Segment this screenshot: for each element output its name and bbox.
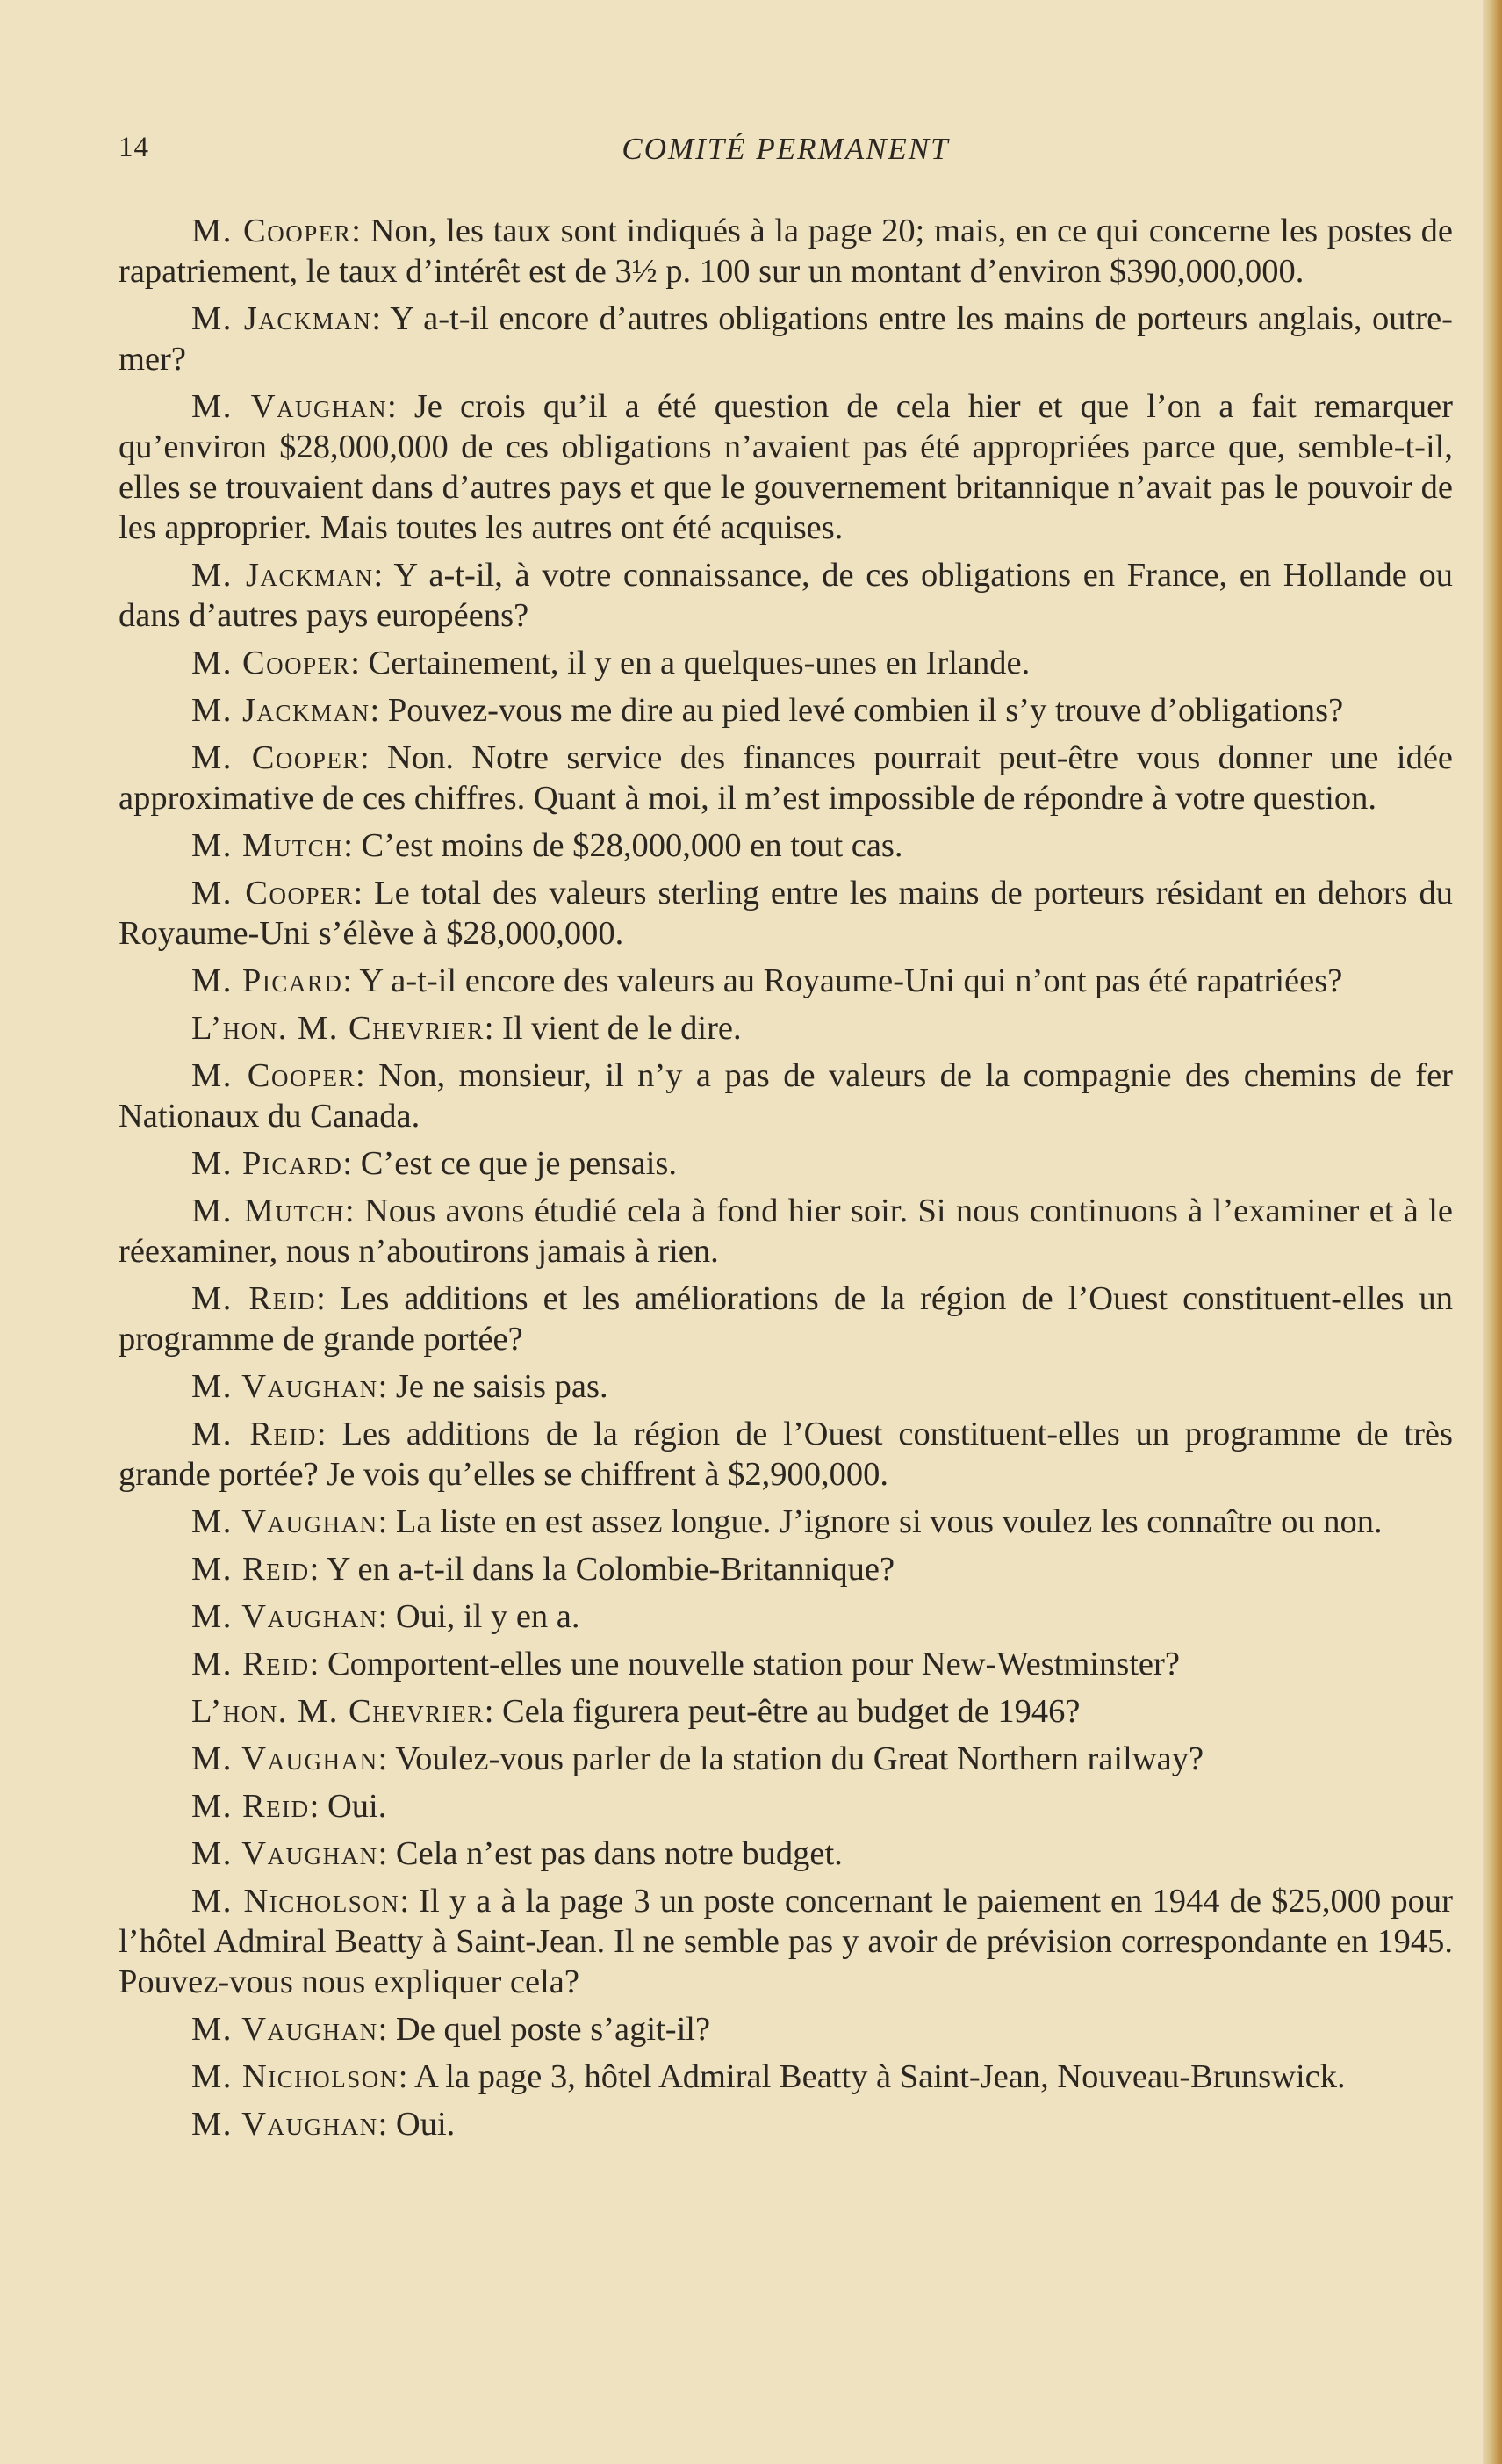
- transcript-paragraph: M. Reid: Oui.: [191, 1788, 387, 1825]
- speech-text: Comportent-elles une nouvelle station pour New-Westminster?: [327, 1646, 1180, 1682]
- speech-text: Les additions de la région de l’Ouest constituent-elles un programme de très grande portée? Je vois qu’elles se chiffrent à $2,900,000.: [119, 1416, 1454, 1493]
- transcript-paragraph: M. Vaughan: Voulez-vous parler de la station du Great Northern railway?: [191, 1740, 1204, 1777]
- speaker-name: M. Cooper: [191, 1057, 356, 1094]
- transcript-paragraph: M. Jackman: Pouvez-vous me dire au pied levé combien il s’y trouve d’obligations?: [191, 692, 1344, 729]
- speech-text: Oui, il y en a.: [395, 1598, 580, 1635]
- speech-text: Y a-t-il encore d’autres obligations entre les mains de porteurs anglais, outre-mer?: [119, 300, 1453, 378]
- speaker-name: M. Cooper: [191, 875, 354, 911]
- transcript-paragraph: M. Vaughan: Oui.: [191, 2106, 456, 2143]
- speech-text: A la page 3, hôtel Admiral Beatty à Saint-Jean, Nouveau-Brunswick.: [414, 2058, 1346, 2095]
- transcript-paragraph: M. Nicholson: A la page 3, hôtel Admiral Beatty à Saint-Jean, Nouveau-Brunswick.: [191, 2058, 1346, 2095]
- speech-text: Le total des valeurs sterling entre les mains de porteurs résidant en dehors du Royaume-Uni s’élève à $28,000,000.: [119, 875, 1453, 952]
- transcript-paragraph: M. Vaughan: Oui, il y en a.: [191, 1598, 580, 1635]
- speech-text: Y a-t-il, à votre connaissance, de ces obligations en France, en Hollande ou dans d’autres pays européens?: [119, 557, 1453, 634]
- speaker-name: M. Jackman: [191, 692, 370, 729]
- speech-text: C’est moins de $28,000,000 en tout cas.: [361, 827, 903, 864]
- transcript-paragraph: M. Jackman: Y a-t-il encore d’autres obligations entre les mains de porteurs anglais, outre-mer?: [119, 300, 1453, 378]
- speaker-name: M. Reid: [191, 1280, 317, 1317]
- speaker-name: M. Mutch: [191, 827, 344, 864]
- page-number: 14: [119, 132, 149, 163]
- speaker-name: M. Nicholson: [191, 1883, 400, 1920]
- speech-text: Je ne saisis pas.: [395, 1368, 608, 1405]
- speech-text: Il vient de le dire.: [502, 1010, 742, 1047]
- page-header: [119, 132, 1453, 176]
- speaker-name: M. Cooper: [191, 645, 351, 681]
- speaker-name: M. Vaughan: [191, 1740, 378, 1777]
- speaker-name: M. Cooper: [191, 739, 360, 776]
- speaker-name: M. Vaughan: [191, 1368, 378, 1405]
- speaker-name: M. Reid: [191, 1551, 310, 1588]
- transcript-paragraph: M. Reid: Les additions et les améliorations de la région de l’Ouest constituent-elles un programme de grande portée?: [119, 1280, 1453, 1358]
- transcript-paragraph: M. Cooper: Non. Notre service des finances pourrait peut-être vous donner une idée approximative de ces chiffres. Quant à moi, il m’est impossible de répondre à votre question.: [119, 739, 1453, 817]
- speech-text: Non, monsieur, il n’y a pas de valeurs de la compagnie des chemins de fer Nationaux du Canada.: [119, 1057, 1453, 1135]
- running-title: COMITÉ PERMANENT: [622, 132, 950, 166]
- speech-text: La liste en est assez longue. J’ignore si vous voulez les connaître ou non.: [395, 1503, 1383, 1540]
- speaker-name: M. Cooper: [191, 213, 352, 249]
- speaker-name: M. Picard: [191, 962, 343, 999]
- transcript-paragraph: M. Jackman: Y a-t-il, à votre connaissance, de ces obligations en France, en Hollande ou dans d’autres pays européens?: [119, 557, 1453, 634]
- transcript-paragraph: M. Reid: Y en a-t-il dans la Colombie-Britannique?: [191, 1551, 895, 1588]
- speaker-name: M. Reid: [191, 1646, 310, 1682]
- speaker-name: M. Nicholson: [191, 2058, 399, 2095]
- transcript-paragraph: L’hon. M. Chevrier: Il vient de le dire.: [191, 1010, 742, 1047]
- speech-text: De quel poste s’agit-il?: [395, 2011, 711, 2048]
- speaker-name: M. Vaughan: [191, 1598, 378, 1635]
- transcript-body: [119, 211, 1453, 2151]
- speech-text: Cela figurera peut-être au budget de 1946?: [502, 1693, 1081, 1730]
- speaker-name: M. Vaughan: [191, 1835, 378, 1872]
- speech-text: Oui.: [327, 1788, 387, 1825]
- speech-text: Certainement, il y en a quelques-unes en Irlande.: [368, 645, 1031, 681]
- speaker-name: M. Jackman: [191, 300, 372, 337]
- transcript-paragraph: M. Vaughan: Je crois qu’il a été question de cela hier et que l’on a fait remarquer qu’environ $28,000,000 de ces obligations n’avaient pas été appropriées parce que, semble-t-il, elles se trouvaient dans d’autres pays et que le gouvernement britannique n’avait pas le pouvoir de les approprier. Mais toutes les autres ont été acquises.: [119, 388, 1453, 546]
- speech-text: Cela n’est pas dans notre budget.: [395, 1835, 843, 1872]
- transcript-paragraph: M. Vaughan: De quel poste s’agit-il?: [191, 2011, 711, 2048]
- transcript-paragraph: M. Cooper: Non, les taux sont indiqués à la page 20; mais, en ce qui concerne les postes de rapatriement, le taux d’intérêt est de 3½ p. 100 sur un montant d’environ $390,000,000.: [119, 213, 1454, 290]
- transcript-paragraph: M. Vaughan: La liste en est assez longue. J’ignore si vous voulez les connaître ou non.: [191, 1503, 1383, 1540]
- speaker-name: M. Picard: [191, 1145, 343, 1182]
- transcript-paragraph: M. Mutch: Nous avons étudié cela à fond hier soir. Si nous continuons à l’examiner et à le réexaminer, nous n’aboutirons jamais à rien.: [119, 1192, 1454, 1270]
- speaker-name: L’hon. M. Chevrier: [191, 1693, 485, 1730]
- speech-text: Y a-t-il encore des valeurs au Royaume-Uni qui n’ont pas été rapatriées?: [359, 962, 1343, 999]
- speaker-name: M. Jackman: [191, 557, 374, 594]
- transcript-paragraph: M. Reid: Comportent-elles une nouvelle station pour New-Westminster?: [191, 1646, 1180, 1682]
- speech-text: C’est ce que je pensais.: [360, 1145, 678, 1182]
- transcript-paragraph: M. Reid: Les additions de la région de l’Ouest constituent-elles un programme de très grande portée? Je vois qu’elles se chiffrent à $2,900,000.: [119, 1416, 1454, 1493]
- transcript-paragraph: M. Vaughan: Cela n’est pas dans notre budget.: [191, 1835, 843, 1872]
- speaker-name: M. Vaughan: [191, 2106, 378, 2143]
- speaker-name: L’hon. M. Chevrier: [191, 1010, 485, 1047]
- speech-text: Voulez-vous parler de la station du Great Northern railway?: [395, 1740, 1204, 1777]
- transcript-paragraph: M. Cooper: Non, monsieur, il n’y a pas de valeurs de la compagnie des chemins de fer Nationaux du Canada.: [119, 1057, 1453, 1135]
- transcript-paragraph: M. Cooper: Certainement, il y en a quelques-unes en Irlande.: [191, 645, 1031, 681]
- transcript-paragraph: M. Cooper: Le total des valeurs sterling entre les mains de porteurs résidant en dehors du Royaume-Uni s’élève à $28,000,000.: [119, 875, 1453, 952]
- speech-text: Non. Notre service des finances pourrait peut-être vous donner une idée approximative de ces chiffres. Quant à moi, il m’est impossible de répondre à votre question.: [119, 739, 1453, 817]
- speaker-name: M. Vaughan: [191, 388, 388, 425]
- speaker-name: M. Vaughan: [191, 2011, 378, 2048]
- speech-text: Il y a à la page 3 un poste concernant le paiement en 1944 de $25,000 pour l’hôtel Admiral Beatty à Saint-Jean. Il ne semble pas y avoir de prévision correspondante en 1945. Pouvez-vous nous expliquer cela?: [119, 1883, 1453, 2000]
- speech-text: Pouvez-vous me dire au pied levé combien il s’y trouve d’obligations?: [387, 692, 1344, 729]
- transcript-paragraph: M. Picard: C’est ce que je pensais.: [191, 1145, 678, 1182]
- transcript-paragraph: M. Picard: Y a-t-il encore des valeurs au Royaume-Uni qui n’ont pas été rapatriées?: [191, 962, 1343, 999]
- speaker-name: M. Mutch: [191, 1192, 345, 1229]
- transcript-paragraph: M. Vaughan: Je ne saisis pas.: [191, 1368, 608, 1405]
- speech-text: Je crois qu’il a été question de cela hier et que l’on a fait remarquer qu’environ $28,000,000 de ces obligations n’avaient pas été appropriées parce que, semble-t-il, elles se trouvaient dans d’autres pays et que le gouvernement britannique n’avait pas le pouvoir de les approprier. Mais toutes les autres ont été acquises.: [119, 388, 1453, 546]
- page-edge: [1483, 0, 1502, 2464]
- speaker-name: M. Vaughan: [191, 1503, 378, 1540]
- speaker-name: M. Reid: [191, 1788, 310, 1825]
- speaker-name: M. Reid: [191, 1416, 317, 1452]
- transcript-paragraph: M. Mutch: C’est moins de $28,000,000 en tout cas.: [191, 827, 903, 864]
- transcript-paragraph: M. Nicholson: Il y a à la page 3 un poste concernant le paiement en 1944 de $25,000 pour l’hôtel Admiral Beatty à Saint-Jean. Il ne semble pas y avoir de prévision correspondante en 1945. Pouvez-vous nous expliquer cela?: [119, 1883, 1453, 2000]
- speech-text: Nous avons étudié cela à fond hier soir. Si nous continuons à l’examiner et à le réexaminer, nous n’aboutirons jamais à rien.: [119, 1192, 1454, 1270]
- speech-text: Y en a-t-il dans la Colombie-Britannique?: [326, 1551, 895, 1588]
- speech-text: Oui.: [395, 2106, 456, 2143]
- transcript-paragraph: L’hon. M. Chevrier: Cela figurera peut-être au budget de 1946?: [191, 1693, 1081, 1730]
- speech-text: Les additions et les améliorations de la région de l’Ouest constituent-elles un programme de grande portée?: [119, 1280, 1453, 1358]
- speech-text: Non, les taux sont indiqués à la page 20; mais, en ce qui concerne les postes de rapatriement, le taux d’intérêt est de 3½ p. 100 sur un montant d’environ $390,000,000.: [119, 213, 1454, 290]
